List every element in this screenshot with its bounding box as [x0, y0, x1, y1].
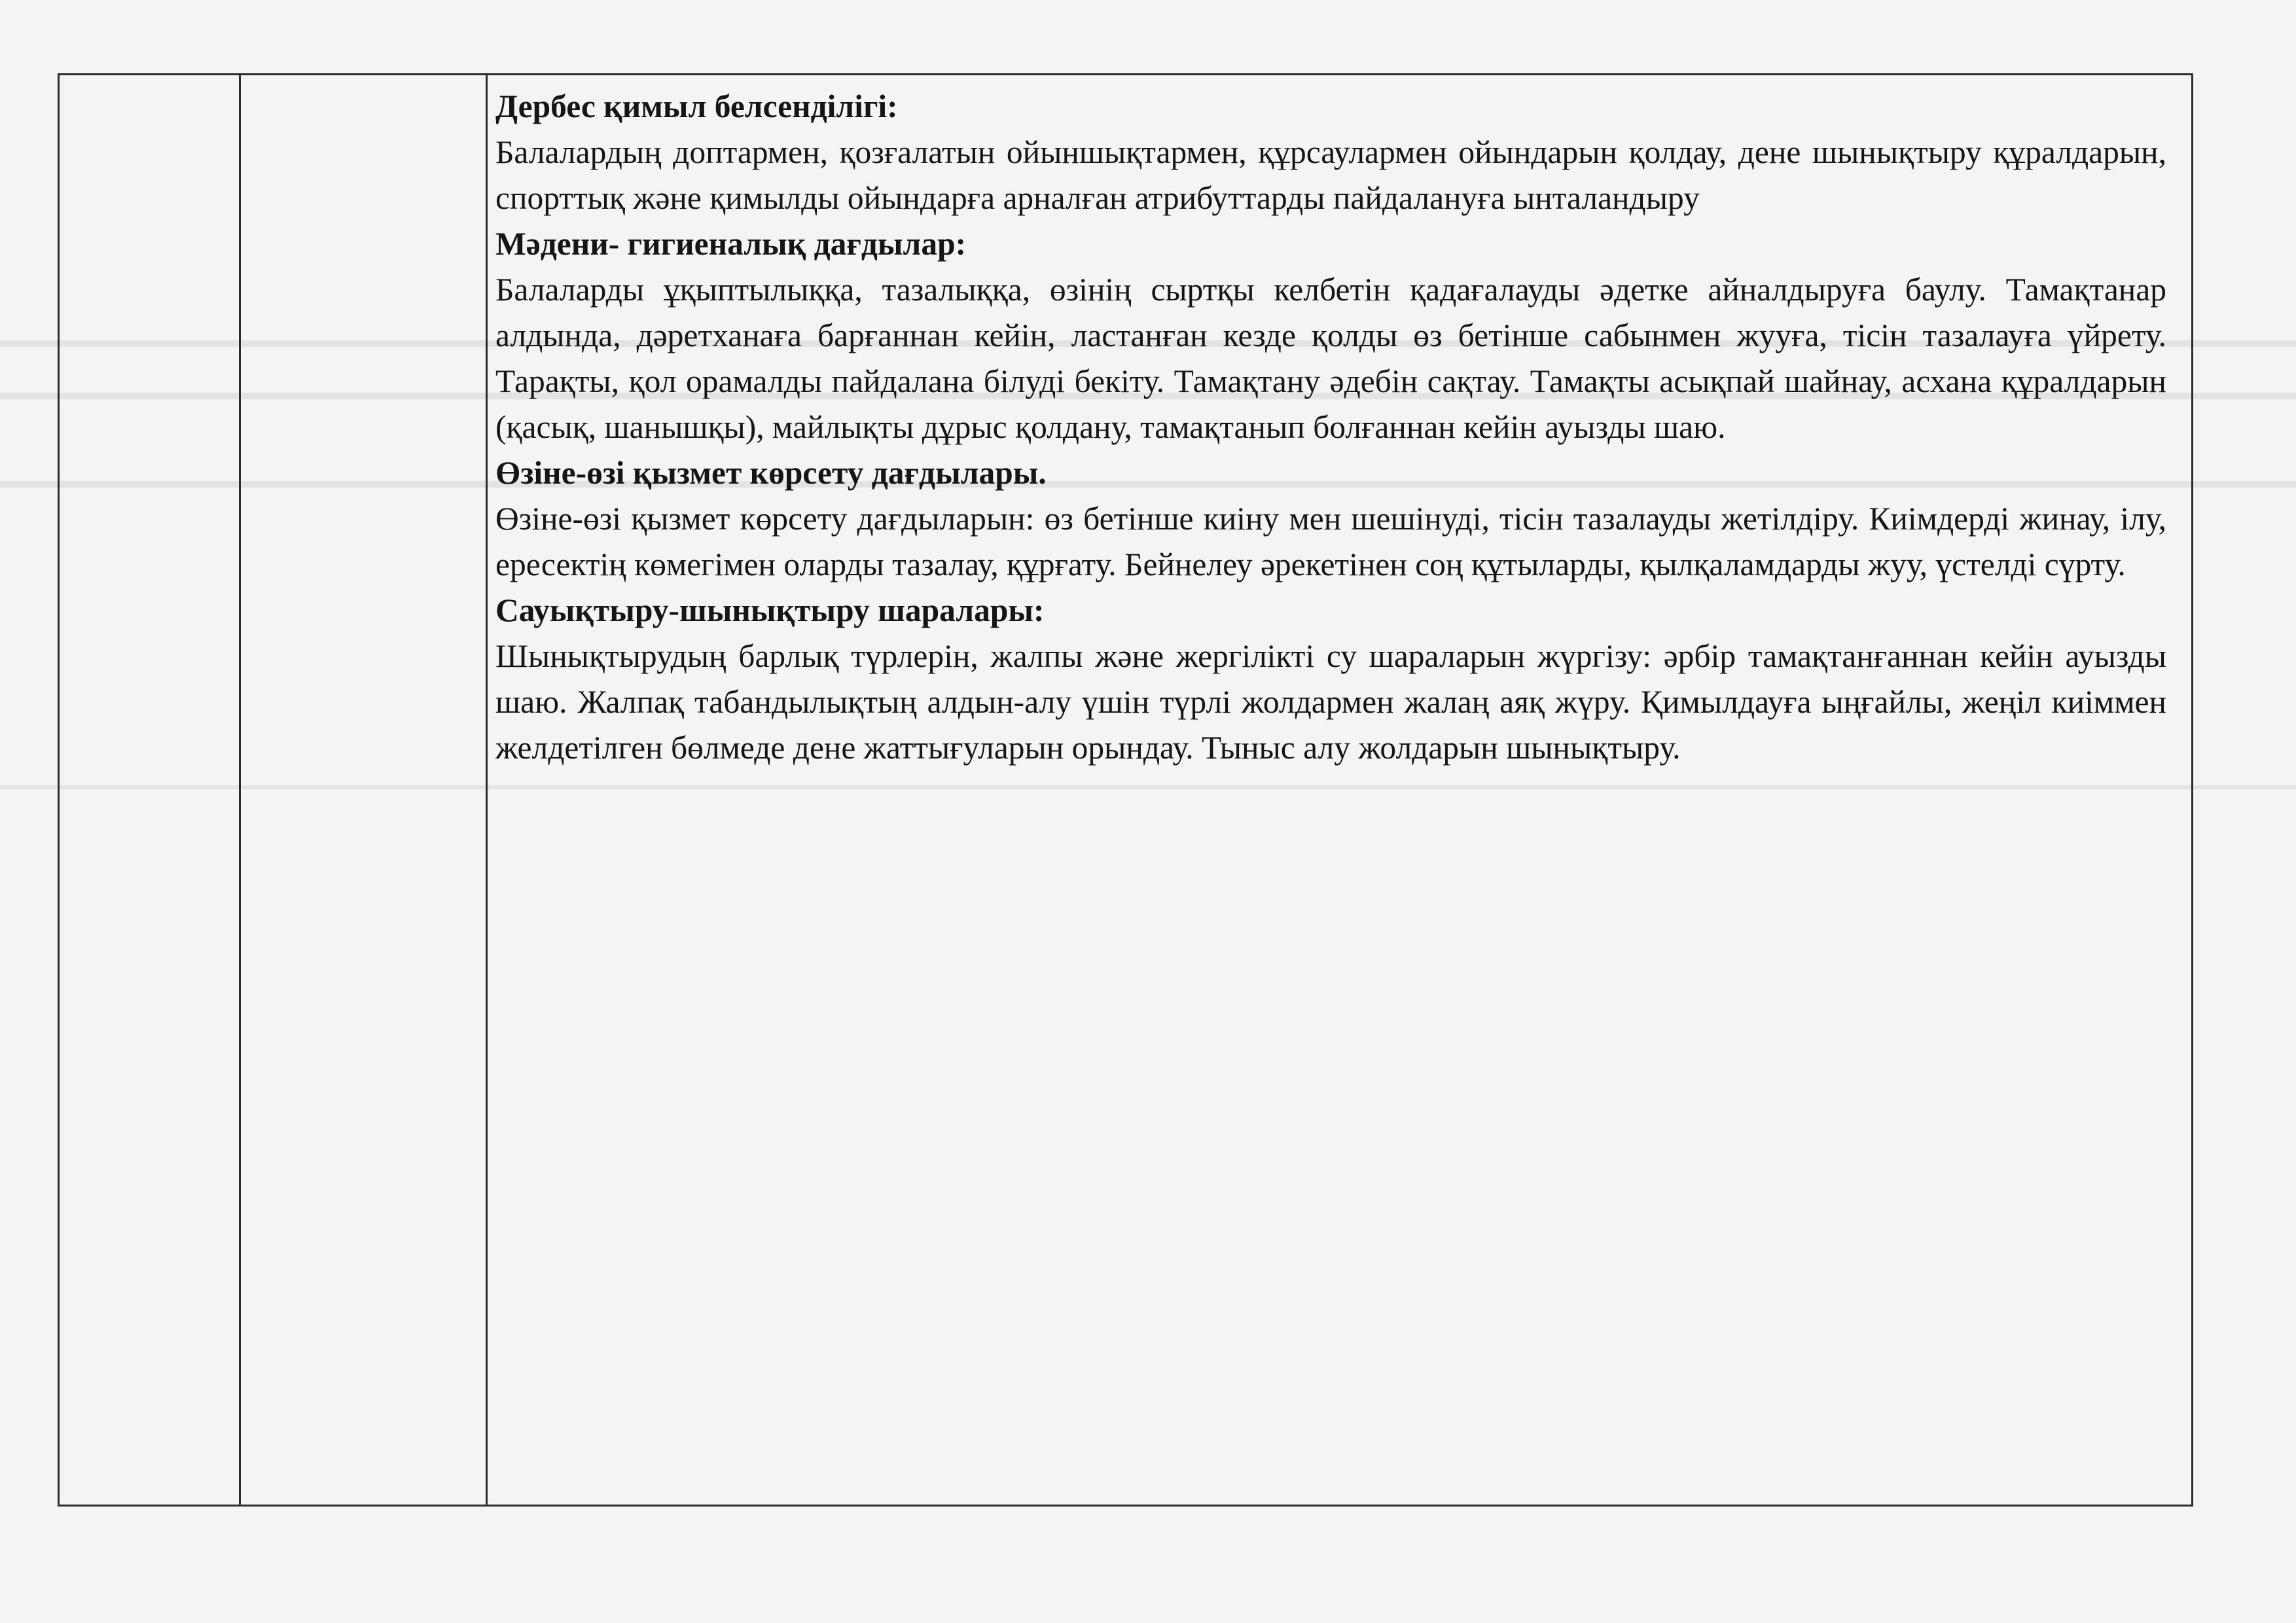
content-cell [495, 84, 2166, 771]
section-heading: Өзіне-өзі қызмет көрсету дағдылары. [495, 455, 1047, 491]
section-self-service-skills [495, 450, 2166, 588]
section-hygiene-skills [495, 221, 2166, 450]
section-health-hardening [495, 588, 2166, 771]
section-text: Балаларды ұқыптылыққа, тазалыққа, өзінің сыртқы келбетін қадағалауды әдетке айналдыруға баулу. Тамақтанар алдында, дәретханаға барғаннан кейін, ластанған кезде қолды өз бетінше сабынмен жууға, тісін тазалауға үйрету. Тарақты, қол орамалды пайдалана білуді бекіту. Тамақтану әдебін сақтау. Тамақты асықпай шайнау, асхана құралдарын (қасық, шанышқы), майлықты дұрыс қолдану, тамақтанып болғаннан кейін ауызды шаю. [495, 272, 2166, 445]
section-heading: Дербес қимыл белсенділігі: [495, 88, 898, 124]
section-text: Шынықтырудың барлық түрлерін, жалпы және жергілікті су шараларын жүргізу: әрбір тамақтанғаннан кейін ауызды шаю. Жалпақ табандылықтың алдын-алу үшін түрлі жолдармен жалаң аяқ жүру. Қимылдауға ыңғайлы, жеңіл киіммен желдетілген бөлмеде дене жаттығуларын орындау. Тыныс алу жолдарын шынықтыру. [495, 638, 2166, 766]
table-column-divider [239, 73, 241, 1507]
section-text: Өзіне-өзі қызмет көрсету дағдыларын: өз бетінше киіну мен шешінуді, тісін тазалауды жетілдіру. Киімдерді жинау, ілу, ересектің көмегімен оларды тазалау, құрғату. Бейнелеу әрекетінен соң құтыларды, қылқаламдарды жуу, үстелді сүрту. [495, 501, 2166, 582]
section-heading: Сауықтыру-шынықтыру шаралары: [495, 592, 1045, 628]
section-heading: Мәдени- гигиеналық дағдылар: [495, 226, 967, 262]
section-text: Балалардың доптармен, қозғалатын ойыншықтармен, құрсаулармен ойындарын қолдау, дене шынықтыру құралдарын, спорттық және қимылды ойындарға арналған атрибуттарды пайдалануға ынталандыру [495, 134, 2166, 216]
section-physical-activity [495, 84, 2166, 221]
table-column-divider [486, 73, 488, 1507]
